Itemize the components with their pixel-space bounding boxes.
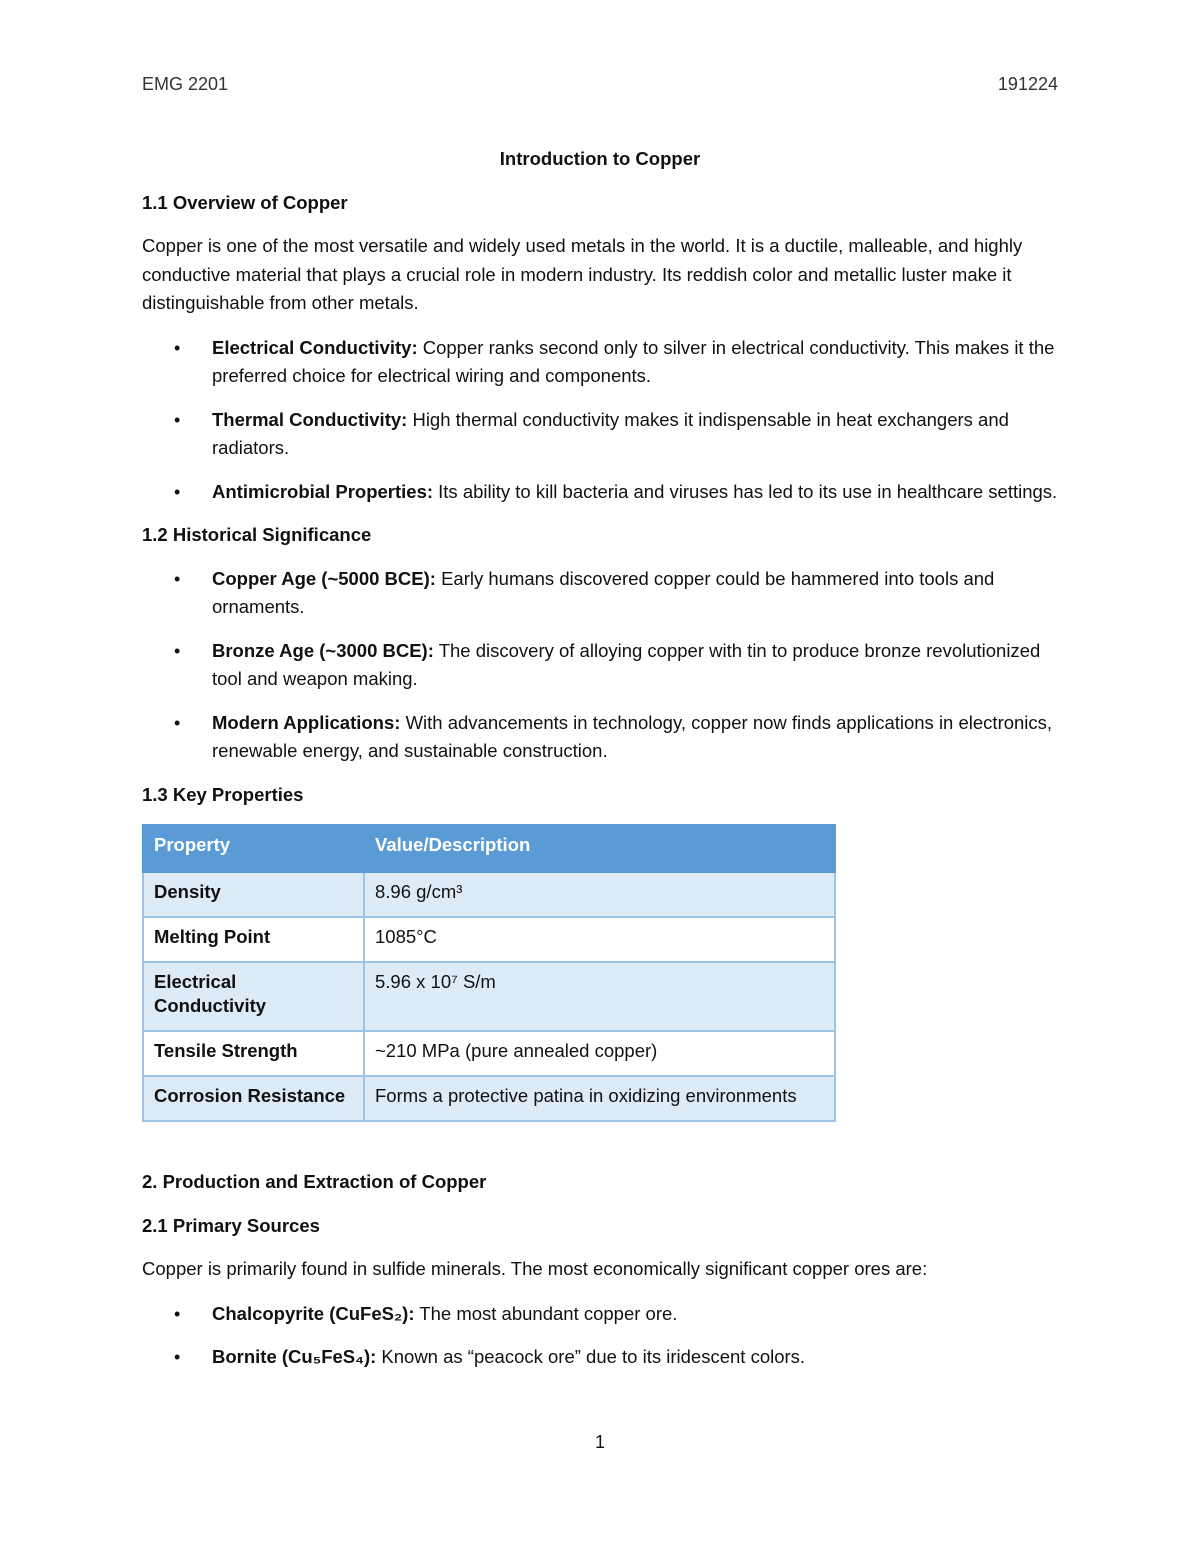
- section-heading-production: 2. Production and Extraction of Copper: [142, 1171, 487, 1192]
- list-item: [142, 478, 1058, 507]
- bullet-text: Its ability to kill bacteria and viruses has led to its use in healthcare settings.: [433, 480, 1058, 502]
- section-heading-sources: 2.1 Primary Sources: [142, 1214, 320, 1236]
- table-row: [143, 962, 835, 1031]
- bullet-text: Early humans discovered copper could be hammered into tools and ornaments.: [212, 567, 995, 617]
- property-cell: Density: [143, 872, 364, 917]
- bullet-icon: •: [174, 640, 181, 661]
- bullet-term: Antimicrobial Properties:: [212, 480, 434, 502]
- properties-table: [142, 824, 836, 1122]
- bullet-text: The most abundant copper ore.: [414, 1302, 678, 1324]
- overview-paragraph: Copper is one of the most versatile and widely used metals in the world. It is a ductile, malleable, and highly conductive material that plays a crucial role in modern industry. Its reddish color and metallic luster make it distinguishable from other metals.: [142, 235, 1023, 313]
- bullet-term: Thermal Conductivity:: [212, 408, 408, 430]
- header-code: 191224: [997, 74, 1058, 94]
- list-item: [142, 406, 1058, 463]
- property-cell: Melting Point: [143, 917, 364, 962]
- table-row: [143, 1076, 835, 1121]
- page-number: 1: [594, 1432, 605, 1452]
- property-cell: Electrical Conductivity: [143, 962, 364, 1031]
- table-header-row: [143, 825, 835, 872]
- section-heading-history: 1.2 Historical Significance: [142, 524, 372, 545]
- history-bullet-list: [142, 565, 1058, 766]
- bullet-term: Modern Applications:: [212, 711, 401, 733]
- bullet-term: Electrical Conductivity:: [212, 336, 418, 358]
- value-cell: Forms a protective patina in oxidizing environments: [364, 1076, 835, 1121]
- column-header-value: Value/Description: [364, 825, 835, 872]
- bullet-icon: •: [174, 481, 181, 502]
- table-row: [143, 1031, 835, 1076]
- bullet-term: Chalcopyrite (CuFeS₂):: [212, 1302, 415, 1324]
- bullet-term: Bornite (Cu₅FeS₄):: [212, 1346, 377, 1367]
- sources-paragraph: Copper is primarily found in sulfide minerals. The most economically significant copper ores are:: [142, 1258, 928, 1279]
- list-item: [142, 1343, 1058, 1372]
- bullet-icon: •: [174, 568, 181, 589]
- value-cell: 1085°C: [364, 917, 835, 962]
- table-row: [143, 917, 835, 962]
- bullet-icon: •: [174, 1347, 181, 1367]
- document-body: [142, 140, 1058, 1387]
- overview-bullet-list: [142, 334, 1058, 507]
- bullet-icon: •: [174, 409, 181, 430]
- bullet-icon: •: [174, 1303, 181, 1324]
- value-cell: ~210 MPa (pure annealed copper): [364, 1031, 835, 1076]
- list-item: [142, 334, 1058, 391]
- bullet-text: High thermal conductivity makes it indispensable in heat exchangers and radiators.: [212, 408, 1009, 458]
- section-heading-overview: 1.1 Overview of Copper: [142, 191, 348, 213]
- bullet-text: Copper ranks second only to silver in electrical conductivity. This makes it the preferred choice for electrical wiring and components.: [212, 336, 1055, 386]
- list-item: [142, 1300, 1058, 1329]
- bullet-icon: •: [174, 712, 181, 733]
- sources-bullet-list: [142, 1300, 1058, 1372]
- value-cell: 8.96 g/cm³: [364, 872, 835, 917]
- list-item: [142, 565, 1058, 622]
- bullet-text: Known as “peacock ore” due to its iridescent colors.: [376, 1346, 806, 1367]
- bullet-term: Bronze Age (~3000 BCE):: [212, 639, 434, 661]
- property-cell: Corrosion Resistance: [143, 1076, 364, 1121]
- section-spacer: [142, 1122, 1058, 1168]
- header-course: EMG 2201: [142, 74, 229, 94]
- document-title: Introduction to Copper: [499, 148, 701, 169]
- bullet-text: With advancements in technology, copper now finds applications in electronics, renewable energy, and sustainable construction.: [212, 711, 1053, 761]
- value-cell: 5.96 x 10⁷ S/m: [364, 962, 835, 1031]
- table-row: [143, 872, 835, 917]
- section-heading-properties: 1.3 Key Properties: [142, 783, 304, 805]
- list-item: [142, 637, 1058, 694]
- column-header-property: Property: [143, 825, 364, 872]
- list-item: [142, 709, 1058, 766]
- property-cell: Tensile Strength: [143, 1031, 364, 1076]
- bullet-term: Copper Age (~5000 BCE):: [212, 567, 436, 589]
- bullet-text: The discovery of alloying copper with tin to produce bronze revolutionized tool and weapon making.: [212, 639, 1041, 689]
- bullet-icon: •: [174, 337, 181, 358]
